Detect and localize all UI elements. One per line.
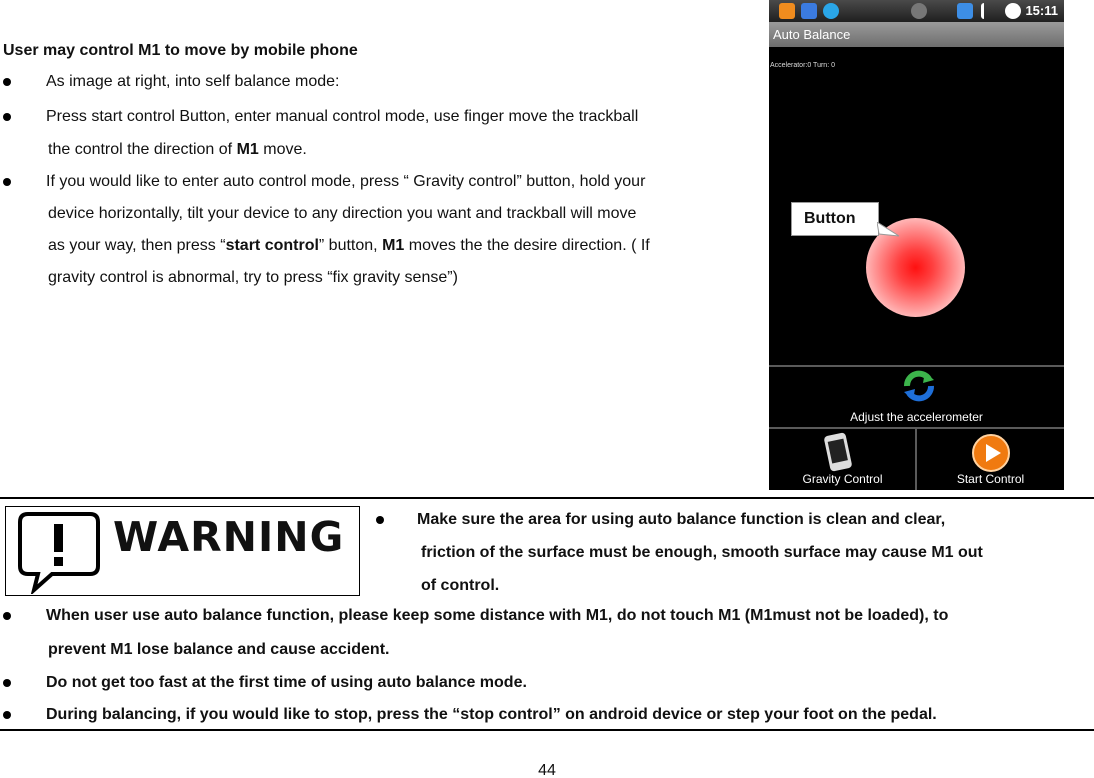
accelerometer-readout: Accelerator:0 Turn: 0: [770, 62, 835, 69]
play-icon[interactable]: [971, 433, 1011, 473]
status-bar: [769, 0, 1064, 22]
warning-2-line-2: prevent M1 lose balance and cause accident.: [48, 641, 390, 658]
page-number: 44: [538, 762, 556, 778]
bullet-dot: [3, 78, 11, 86]
app-title: Auto Balance: [773, 27, 851, 42]
bottom-rule: [0, 729, 1094, 731]
bullet-3-line-3: as your way, then press “start control” button, M1 moves the the desire direction. ( If: [48, 237, 650, 254]
bullet-3-line-2: device horizontally, tilt your device to any direction you want and trackball will move: [48, 205, 637, 222]
status-time: 15:11: [1025, 3, 1058, 18]
warning-2-line-1: When user use auto balance function, please keep some distance with M1, do not touch M1 (M1must not be loaded), to: [46, 607, 949, 624]
sync-icon: [911, 3, 927, 19]
top-rule: [0, 497, 1094, 499]
button-callout: Button: [791, 202, 879, 236]
app-title-bar: [769, 22, 1064, 47]
phone-icon[interactable]: [821, 432, 857, 472]
usb-icon: [801, 3, 817, 19]
notification-icon: [779, 3, 795, 19]
phone-screenshot: [769, 0, 1064, 490]
adjust-accelerometer-button[interactable]: Adjust the accelerometer: [850, 410, 983, 424]
android-icon: [823, 3, 839, 19]
warning-1-line-3: of control.: [421, 577, 500, 594]
bullet-1: As image at right, into self balance mode:: [46, 73, 340, 90]
exclamation-bubble-icon: [18, 510, 102, 594]
refresh-icon[interactable]: [901, 368, 937, 404]
bullet-dot: [376, 516, 384, 524]
bullet-3-line-1: If you would like to enter auto control mode, press “ Gravity control” button, hold your: [46, 173, 646, 190]
warning-label: WARNING: [113, 513, 345, 561]
bullet-dot: [3, 679, 11, 687]
warning-1-line-2: friction of the surface must be enough, smooth surface may cause M1 out: [421, 544, 983, 561]
warning-4: During balancing, if you would like to stop, press the “stop control” on android device or step your foot on the pedal.: [46, 706, 937, 723]
callout-pointer: [877, 222, 901, 238]
signal-icon: [981, 3, 995, 19]
start-control-button[interactable]: Start Control: [956, 472, 1025, 486]
divider: [769, 365, 1064, 367]
wifi-icon: [957, 3, 973, 19]
bullet-dot: [3, 113, 11, 121]
bullet-2-line-2: the control the direction of M1 move.: [48, 141, 307, 158]
bullet-3-line-4: gravity control is abnormal, try to press “fix gravity sense”): [48, 269, 458, 286]
bullet-dot: [3, 612, 11, 620]
bullet-dot: [3, 178, 11, 186]
alarm-icon: [1005, 3, 1021, 19]
warning-3: Do not get too fast at the first time of using auto balance mode.: [46, 674, 527, 691]
gravity-control-button[interactable]: Gravity Control: [802, 472, 883, 486]
section-heading: User may control M1 to move by mobile phone: [3, 42, 358, 59]
bullet-2-line-1: Press start control Button, enter manual control mode, use finger move the trackball: [46, 108, 639, 125]
bullet-dot: [3, 711, 11, 719]
warning-1-line-1: Make sure the area for using auto balance function is clean and clear,: [417, 511, 946, 528]
